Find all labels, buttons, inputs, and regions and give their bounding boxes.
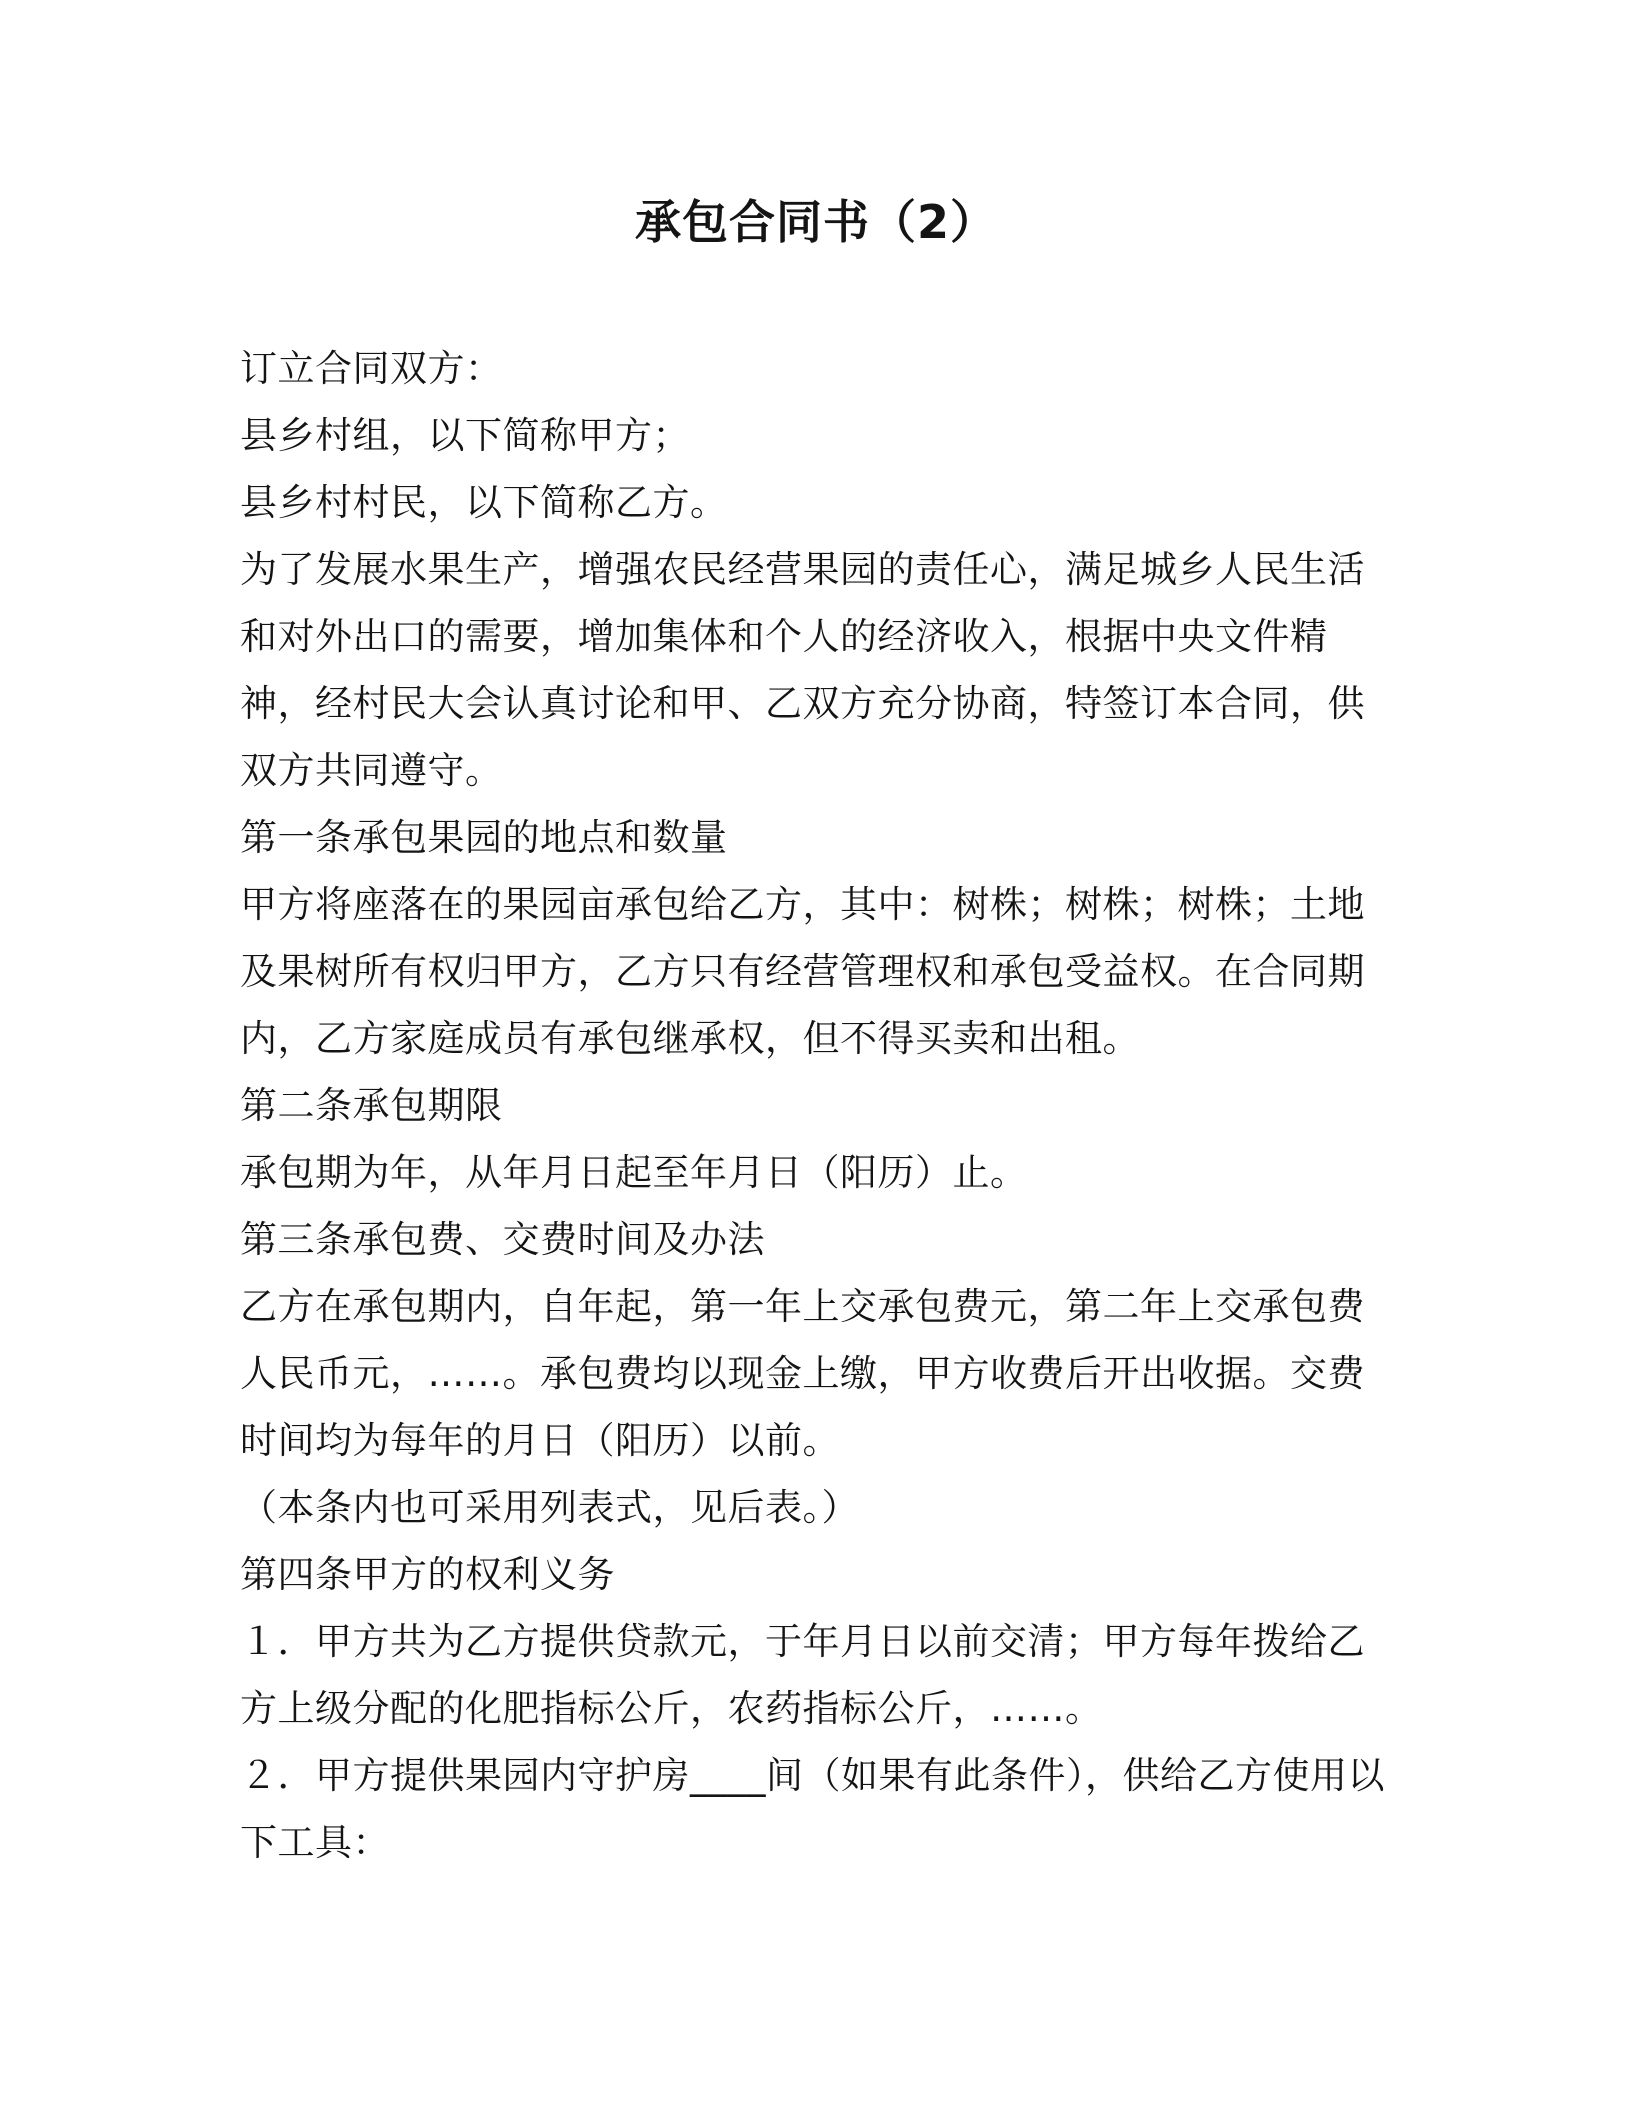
article-3-text: 乙方在承包期内，自年起，第一年上交承包费元，第二年上交承包费人民币元，……。承包费均以现金上缴，甲方收费后开出收据。交费时间均为每年的月日（阳历）以前。 (240, 1285, 1365, 1462)
article-2-heading: 第二条承包期限 (240, 1084, 503, 1127)
article-3-note: （本条内也可采用列表式，见后表。） (240, 1486, 859, 1529)
article-1-heading: 第一条承包果园的地点和数量 (240, 816, 728, 859)
paragraph-preamble: 为了发展水果生产，增强农民经营果园的责任心，满足城乡人民生活和对外出口的需要，增加集体和个人的经济收入，根据中央文件精神，经村民大会认真讨论和甲、乙双方充分协商，特签订本合同，供双方共同遵守。 (240, 548, 1365, 792)
article-4-item-2: ２．甲方提供果园内守护房____间（如果有此条件），供给乙方使用以下工具： (240, 1754, 1385, 1864)
article-4-heading: 第四条甲方的权利义务 (240, 1553, 615, 1596)
article-1-text: 甲方将座落在的果园亩承包给乙方，其中：树株；树株；树株；土地及果树所有权归甲方，乙方只有经营管理权和承包受益权。在合同期内，乙方家庭成员有承包继承权，但不得买卖和出租。 (240, 883, 1365, 1060)
document-title: 承包合同书（2） (634, 195, 997, 249)
document-body (240, 335, 1385, 1876)
paragraph-party-a: 县乡村组，以下简称甲方； (240, 414, 690, 457)
paragraph-party-b: 县乡村村民，以下简称乙方。 (240, 481, 728, 524)
article-3-heading: 第三条承包费、交费时间及办法 (240, 1218, 765, 1261)
paragraph-parties-heading: 订立合同双方： (240, 347, 503, 390)
article-2-text: 承包期为年，从年月日起至年月日（阳历）止。 (240, 1151, 1028, 1194)
article-4-item-1: １．甲方共为乙方提供贷款元，于年月日以前交清；甲方每年拨给乙方上级分配的化肥指标公斤，农药指标公斤，……。 (240, 1620, 1365, 1730)
